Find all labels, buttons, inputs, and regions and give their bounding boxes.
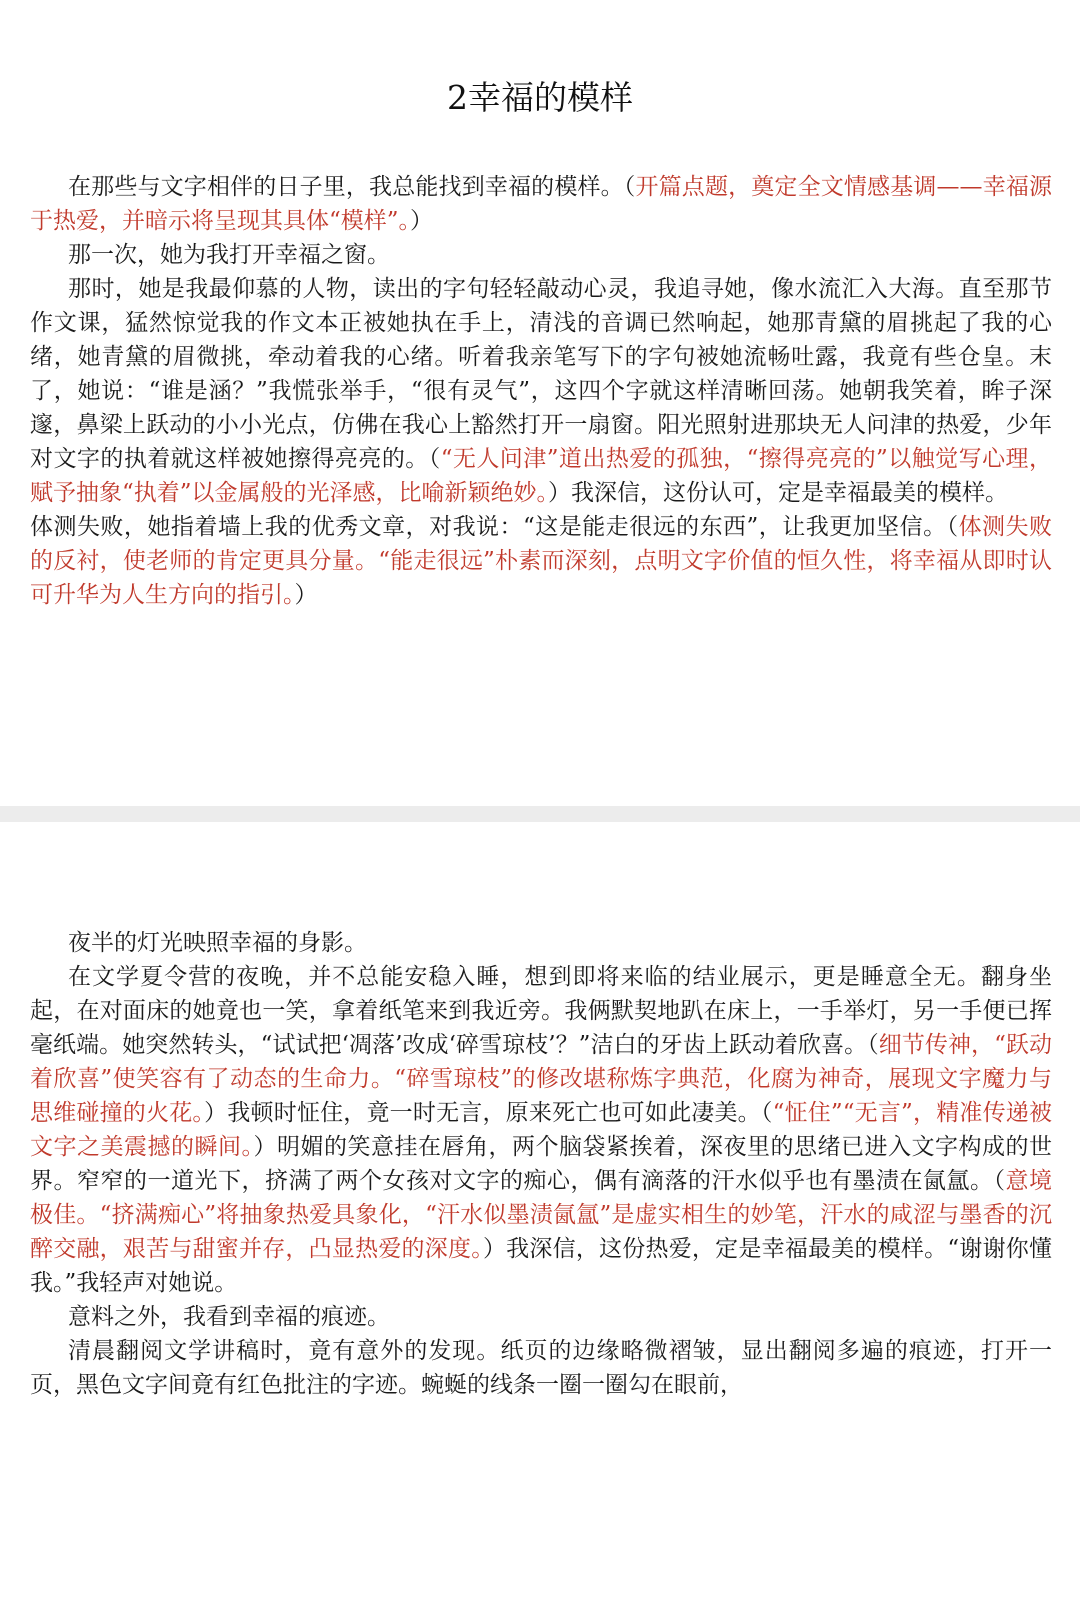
annotation-comment: 意境极佳。“挤满痴心”将抽象热爱具象化，“汗水似墨渍氤氲”是虚实相生的妙笔，汗水的咸涩与墨香的沉醉交融，艰苦与甜蜜并存，凸显热爱的深度。: [30, 1168, 1052, 1262]
paragraph: [30, 272, 1052, 510]
paragraph-text: 那时，她是我最仰慕的人物，读出的字句轻轻敲动心灵，我追寻她，像水流汇入大海。直至那节作文课，猛然惊觉我的作文本正被她执在手上，清浅的音调已然响起，她那青黛的眉挑起了我的心绪，她青黛的眉微挑，牵动着我的心绪。听着我亲笔写下的字句被她流畅吐露，我竟有些仓皇。末了，她说：“谁是涵？”我慌张举手，“很有灵气”，这四个字就这样清晰回荡。她朝我笑着，眸子深邃，鼻梁上跃动的小小光点，仿佛在我心上豁然打开一扇窗。阳光照射进那块无人问津的热爱，少年对文字的执着就这样被她擦得亮亮的。（: [30, 276, 1052, 472]
paragraph: 夜半的灯光映照幸福的身影。: [68, 930, 367, 956]
paragraph: [30, 170, 1052, 238]
paragraph-text: 在那些与文字相伴的日子里，我总能找到幸福的模样。（: [68, 174, 636, 200]
essay-title: 2幸福的模样: [447, 78, 633, 117]
document-page-1: [0, 0, 1080, 806]
paragraph: [30, 960, 1052, 1300]
paragraph-text: ）: [410, 208, 434, 234]
paragraph-text: 体测失败，她指着墙上我的优秀文章，对我说：“这是能走很远的东西”，让我更加坚信。（: [30, 514, 959, 540]
essay-body-page-2: [30, 926, 1052, 1402]
paragraph: 清晨翻阅文学讲稿时，竟有意外的发现。纸页的边缘略微褶皱，显出翻阅多遍的痕迹，打开一页，黑色文字间竟有红色批注的字迹。蜿蜒的线条一圈一圈勾在眼前，: [30, 1338, 1052, 1398]
paragraph: 意料之外，我看到幸福的痕迹。: [68, 1304, 390, 1330]
paragraph-text: ）我深信，这份认可，定是幸福最美的模样。: [548, 480, 1009, 506]
paragraph-text: ）我顿时怔住，竟一时无言，原来死亡也可如此凄美。（: [204, 1100, 773, 1126]
paragraph-text: 在文学夏令营的夜晚，并不总能安稳入睡，想到即将来临的结业展示，更是睡意全无。翻身坐起，在对面床的她竟也一笑，拿着纸笔来到我近旁。我俩默契地趴在床上，一手举灯，另一手便已挥毫纸端。她突然转头，“试试把‘凋落’改成‘碎雪琼枝’？”洁白的牙齿上跃动着欣喜。（: [30, 964, 1052, 1058]
paragraph-text: ）我深信，这份热爱，定是幸福最美的模样。“谢谢你懂我。”我轻声对她说。: [30, 1236, 1053, 1296]
document-page-2: [0, 822, 1080, 1618]
annotation-comment: 细节传神，“跃动着欣喜”使笑容有了动态的生命力。“碎雪琼枝”的修改堪称炼字典范，化腐为神奇，展现文字魔力与思维碰撞的火花。: [30, 1032, 1052, 1126]
paragraph-text: ）明媚的笑意挂在唇角，两个脑袋紧挨着，深夜里的思绪已进入文字构成的世界。窄窄的一道光下，挤满了两个女孩对文字的痴心，偶有滴落的汗水似乎也有墨渍在氤氲。（: [30, 1134, 1052, 1194]
paragraph-text: ）: [294, 582, 318, 608]
annotation-comment: 体测失败的反衬，使老师的肯定更具分量。“能走很远”朴素而深刻，点明文字价值的恒久性，将幸福从即时认可升华为人生方向的指引。: [30, 514, 1052, 608]
annotation-comment: 开篇点题，奠定全文情感基调——幸福源于热爱，并暗示将呈现其具体“模样”。: [30, 174, 1053, 234]
essay-body-page-1: [30, 170, 1052, 612]
annotation-comment: “无人问津”道出热爱的孤独，“擦得亮亮的”以触觉写心理，赋予抽象“执着”以金属般的光泽感，比喻新颖绝妙。: [30, 446, 1052, 506]
annotation-comment: “怔住”“无言”，精准传递被文字之美震撼的瞬间。: [30, 1100, 1052, 1160]
paragraph: 那一次，她为我打开幸福之窗。: [68, 242, 390, 268]
paragraph: [30, 510, 1052, 612]
